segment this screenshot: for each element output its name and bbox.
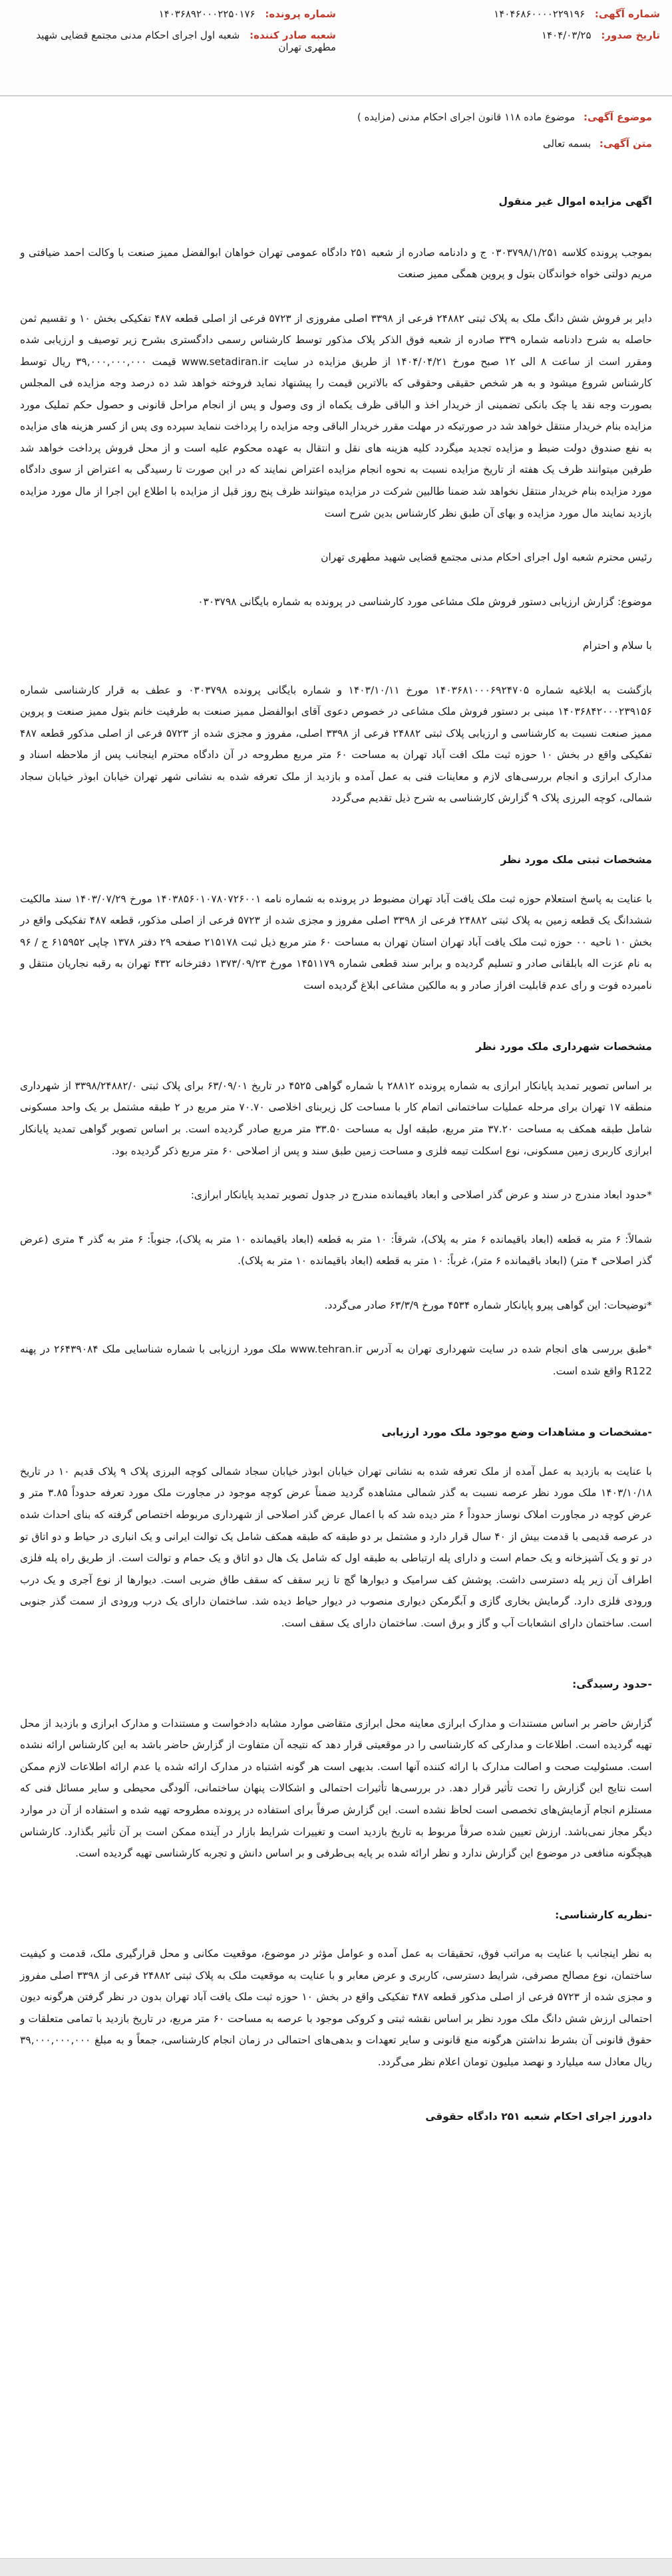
opinion-section-heading: -نظریه کارشناسی: [555, 1908, 652, 1921]
ad-header [0, 0, 672, 96]
issuing-branch-value: شعبه اول اجرای احکام مدنی مجتمع قضایی شهید مطهری تهران [36, 29, 336, 53]
municipality-section-heading: مشخصات شهرداری ملک مورد نظر [476, 1041, 652, 1053]
ad-topic-value: موضوع ماده ۱۱۸ قانون اجرای احکام مدنی (مزایده ) [357, 111, 576, 123]
boundaries-paragraph: شمالاً: ۶ متر به قطعه (ابعاد باقیمانده ۶ متر به پلاک)، شرقاً: ۱۰ متر به قطعه (ابعاد باقیمانده ۱۰ متر به پلاک)، جنوباً: ۶ متر به گذر ۴ متری (عرض گذر اصلاحی ۴ متر) (ابعاد باقیمانده ۶ متر)، غرباً: ۱۰ متر به قطعه (ابعاد باقیمانده ۱۰ متر به پلاک). [20, 1233, 653, 1267]
municipality-paragraph: بر اساس تصویر تمدید پایانکار ابرازی به شماره پرونده ۲۸۸۱۲ با شماره گواهی ۴۵۲۵ در تاریخ ۶۳/۰۹/۰۱ برای پلاک ثبتی ۳۳۹۸/۲۴۸۸۲/۰ از شهرداری منطقه ۱۷ تهران برای مرحله عملیات ساختمانی اتمام کار با مساحت کل زیربنای اخلاصی ۷۰.۷۰ متر مربع در ۲ طبقه مشتمل بر یک واحد مسکونی شامل طبقه همکف به مساحت ۳۷.۲۰ متر مربع، طبقه اول به مساحت ۳۳.۵۰ متر مربع صادر گردیده است. بر اساس تصویر گواهی تمدید پایانکار ابرازی کاربری زمین مسکونی، نوع اسکلت تیمه فلزی و مساحت زمین طبق سند و پس از اصلاحی ۶۰ متر مربع ذکر گردیده بود. [20, 1079, 652, 1157]
case-number-label: شماره پرونده: [265, 8, 336, 20]
registry-section-heading: مشخصات ثبتی ملک مورد نظر [500, 854, 652, 866]
scope-paragraph: گزارش حاضر بر اساس مستندات و مدارک ابرازی معاینه محل ابرازی متقاضی موارد مشابه دادخواست و مستندات و مدارک ابرازی و بازدید از محل تهیه گردیده است. اطلاعات و مدارکی که کارشناسی را در موقعیتی قرار دهد که نتیجه آن متفاوت از گزارش حاضر باشد به این کارشناس ارائه نشده است. مسئولیت صحت و اصالت مدارک با ارائه کننده آنها است. بدیهی است هر گونه اشتباه در مدارک ارائه شده یا عدم ارائه اطلاعات لازم ممکن است نتایج این گزارش را تحت تأثیر قرار دهد. در بررسی‌ها تأثیرات احتمالی و اشکالات پنهان ساختمانی، آلودگی محیطی و سایر مسائل فنی که مستلزم انجام آزمایش‌های تخصصی است لحاظ نشده است. این گزارش صرفاً برای استفاده در پرونده مطروحه تهیه شده و استفاده از آن در موارد دیگر مجاز نمی‌باشد. ارزش تعیین شده صرفاً مربوط به تاریخ بازدید است و تغییرات شرایط بازار در آینده ممکن است بر آن تأثیر بگذارد. کارشناس هیچگونه منافعی در موضوع این گزارش ندارد و نظر ارائه شده بر پایه بی‌طرفی و بر اساس دانش و تجربه کارشناسی تهیه گردیده است. [20, 1717, 652, 1860]
addressee-line: رئیس محترم شعبه اول اجرای احکام مدنی مجتمع قضایی شهید مطهری تهران [321, 551, 652, 564]
observations-paragraph: با عنایت به بازدید به عمل آمده از ملک تعرفه شده به نشانی تهران خیابان ابوذر خیابان سجاد شمالی کوچه البرزی پلاک ۹ پلاک قدیم ۱۰ در تاریخ ۱۴۰۳/۱۰/۱۸ ملک مورد نظر عرصه نسبت به گذر شمالی مشاهده گردید ضمناً عرض کوچه موجود در مجاورت ملک مورد تعرفه حدوداً ۳.۸۵ متر و عرض کوچه در مجاورت املاک نوساز حدوداً ۶ متر دیده شد که با اعمال عرض گذر اصلاحی از شهرداری مربوطه اختصاص گرفته که بنای احداث شده در عرصه قدیمی با قدمت بیش از ۴۰ سال قرار دارد و مشتمل بر دو طبقه که طبقه همکف شامل یک توالت ایرانی و یک انباری در حیاط و دو اتاق تو در تو و یک آشپزخانه و یک حمام است و دارای پله ارتباطی به طبقه اول که شامل یک هال دو اتاق و یک حمام و توالت است. از طریق راه پله فلزی اطراف آن زیر پله دسترسی داشت. پوشش کف سرامیک و دیوارها گچ تا زیر سقف که سقف طاق ضربی است. دیوارها از نوع آجری و یک درب ورودی فلزی دارد. گرمایش بخاری گازی و آبگرمکن دیواری منصوب در دیوار حیاط دیده شد. ساختمان دارای یک درب ورودی از سمت گذر جنوبی است. ساختمان دارای انشعابات آب و گاز و برق است. ساختمان دارای یک سقف است. [20, 1465, 653, 1629]
boundaries-heading: *حدود ابعاد مندرج در سند و عرض گذر اصلاحی و ابعاد باقیمانده مندرج در جدول تصویر تمدید پایانکار ابرازی: [190, 1189, 652, 1202]
ad-number-label: شماره آگهی: [594, 8, 660, 20]
ad-text-row [20, 138, 652, 150]
notes-paragraph: *توضیحات: این گواهی پیرو پایانکار شماره ۴۵۳۴ مورخ ۶۳/۳/۹ صادر می‌گردد. [324, 1299, 652, 1311]
case-number-value: ۱۴۰۳۶۸۹۲۰۰۰۲۲۵۰۱۷۶ [158, 8, 255, 20]
report-intro-paragraph: بازگشت به ابلاغیه شماره ۱۴۰۳۶۸۱۰۰۰۶۹۲۴۷۰۵ مورخ ۱۴۰۳/۱۰/۱۱ و شماره بایگانی پرونده ۰۳۰۳۷۹۸ و عطف به قرار کارشناسی شماره ۱۴۰۳۶۸۴۲۰۰۰۲۳۹۱۵۶ مبنی بر دستور فروش ملک مشاعی در خصوص دعوی آقای ابوالفضل ممیز صنعت به طرفیت خانم بتول ممیز صنعت و پروین ممیز صنعت نسبت به کارشناسی و ارزیابی پلاک ثبتی ۲۴۸۸۲ فرعی از ۳۳۹۸ اصلی، مفروز و مجزی شده از ۵۷۲۳ فرعی از اصلی مذکور قطعه ۴۸۷ تفکیکی واقع در بخش ۱۰ حوزه ثبت ملک افت آباد تهران به مساحت ۶۰ متر مربع مطروحه در آن دادگاه محترم اینجانب پس از ملاحظه اسناد و مدارک ابرازی و انجام بررسی‌های لازم و معاینات فنی به عمل آمده و بازدید از ملک تعرفه شده به نشانی شهر تهران خیابان ابوذر خیابان سجاد شمالی، کوچه البرزی پلاک ۹ گزارش کارشناسی به شرح ذیل تقدیم می‌گردد [20, 684, 653, 805]
issue-date-value: ۱۴۰۴/۰۳/۲۵ [541, 29, 591, 41]
ad-number-row [336, 8, 660, 20]
zoning-paragraph: *طبق بررسی های انجام شده در سایت شهرداری تهران به آدرس www.tehran.ir ملک مورد ارزیابی با شماره شناسایی ملک ۲۶۴۳۹۰۸۴ در پهنه R122 واقع شده است. [20, 1343, 653, 1377]
ad-topic-label: موضوع آگهی: [583, 111, 652, 123]
auction-terms-paragraph: دایر بر فروش شش دانگ ملک به پلاک ثبتی ۲۴۸۸۲ فرعی از ۳۳۹۸ اصلی مفروزی از ۵۷۲۳ فرعی از اصلی قطعه ۴۸۷ تفکیکی بخش ۱۰ و تقسیم ثمن حاصله به شرح دادنامه شماره ۳۳۹ صادره از شعبه فوق الذکر پلاک مذکور توسط کارشناس رسمی دادگستری بشرح زیر توصیف و ارزیابی شده ومقرر است از ساعت ۸ الی ۱۲ صبح مورخ ۱۴۰۴/۰۴/۲۱ از طریق مزایده در سایت www.setadiran.ir قیمت ۳۹,۰۰۰,۰۰۰,۰۰۰ ریال توسط کارشناس شروع میشود و به هر شخص حقیقی وحقوقی که بالاترین قیمت را پیشنهاد نماید فروخته خواهد شد ده درصد وجه مزایده فی المجلس بصورت وجه نقد یا چک بانکی تضمینی از خریدار اخذ و الباقی ظرف یکماه از وی وصول و پس از انجام مراحل قانونی و حصول حکم تملیک مورد مزایده بنام خریدار منتقل خواهد شد در صورتیکه در مهلت مقرر خریدار الباقی وجه مزایده را پرداخت ننماید سپرده وی پس از کسر هزینه های مزایده به نفع صندوق دولت ضبط و مزایده تجدید میگردد کلیه هزینه های نقل و انتقال به عهده محکوم علیه است و از محل فروش پرداخت خواهد شد طرفین میتوانند ظرف یک هفته از تاریخ مزایده نسبت به نحوه انجام مزایده اعتراض نمایند که در این صورت تا رسیدگی به اعتراض از سوی دادگاه مورد مزایده بنام خریدار منتقل نخواهد شد ضمنا طالبین شرکت در مزایده میتوانند ظرف پنج روز قبل از مزایده با اطلاع این اجرا از مال مورد مزایده بازدید نمایند مال مورد مزایده و بهای آن طبق نظر کارشناس بدین شرح است [20, 312, 652, 519]
signature-line: دادورز اجرای احکام شعبه ۲۵۱ دادگاه حقوقی [425, 2111, 652, 2123]
issuing-branch-label: شعبه صادر کننده: [250, 29, 336, 41]
observations-section-heading: -مشخصات و مشاهدات وضع موجود ملک مورد ارزیابی [381, 1426, 652, 1439]
issue-date-row [336, 29, 660, 41]
ad-number-value: ۱۴۰۴۶۸۶۰۰۰۰۲۲۹۱۹۶ [494, 8, 586, 20]
scope-section-heading: -حدود رسیدگی: [572, 1678, 652, 1691]
header-left-column [12, 8, 336, 95]
ad-meta [0, 96, 672, 150]
case-intro-paragraph: بموجب پرونده کلاسه ۰۳۰۳۷۹۸/۱/۲۵۱ ج و دادنامه صادره از شعبه ۲۵۱ دادگاه عمومی تهران خواهان ابوالفضل ممیز صنعت با وکالت احمد ضیافتی و مریم دولتی خواه خواندگان بتول و پروین همگی ممیز صنعت [20, 246, 652, 281]
header-right-column [336, 8, 660, 95]
opinion-paragraph: به نظر اینجانب با عنایت به مراتب فوق، تحقیقات به عمل آمده و عوامل مؤثر در موضوع، موقعیت مکانی و محل قرارگیری ملک، قدمت و کیفیت ساختمان، نوع مصالح مصرفی، شرایط دسترسی، کاربری و عرض معابر و با عنایت به موقعیت ملک به پلاک ثبتی ۲۴۸۸۲ فرعی از ۳۳۹۸ اصلی مفروز و مجزی شده از ۵۷۲۳ فرعی از اصلی مذکور قطعه ۴۸۷ تفکیکی واقع در بخش ۱۰ حوزه ثبت ملک یافت آباد تهران بدون در نظر گرفتن هرگونه دیون احتمالی ارزش شش دانگ ملک مورد نظر بر اساس نقشه ثبتی و کروکی موجود با عرصه به مساحت ۶۰ متر مربع، در تاریخ بازدید با تمامی متعلقات و حقوق قانونی آن بشرط نداشتن هرگونه منع قانونی و سایر تعهدات و بدهی‌های احتمالی در زمان انجام کارشناسی، جمعاً و به مبلغ ۳۹,۰۰۰,۰۰۰,۰۰۰ ریال معادل سه میلیارد و نهصد میلیون تومان اعلام نظر می‌گردد. [20, 1948, 652, 2068]
greeting-line: با سلام و احترام [582, 640, 652, 652]
ad-title: اگهی مزایده اموال غیر منقول [498, 195, 652, 207]
registry-paragraph: با عنایت به پاسخ استعلام حوزه ثبت ملک یافت آباد تهران مضبوط در پرونده به شماره نامه ۱۴۰۳۸۵۶۰۱۰۷۸۰۷۲۶۰۰۱ مورخ ۱۴۰۳/۰۷/۲۹ سند مالکیت ششدانگ یک قطعه زمین به پلاک ثبتی ۲۴۸۸۲ فرعی از ۳۳۹۸ اصلی مفروز و مجزی شده از ۵۷۲۳ فرعی از اصلی مذکور، قطعه ۴۸۷ تفکیکی واقع در بخش ۱۰ ناحیه ۰۰ حوزه ثبت ملک یافت آباد تهران استان تهران به مساحت ۶۰ متر مربع ذیل ثبت ۲۱۵۱۷۸ صفحه ۲۹ دفتر ۱۳۷۸ چاپی ۶۱۵۹۵۲ ج / ۹۶ به نام عزت اله بابلقانی صادر و تسلیم گردیده و برابر سند قطعی شماره ۱۴۵۱۱۷۹ مورخ ۱۳۷۳/۰۹/۲۳ دفترخانه ۴۳۲ تهران به رقبه نجاریان منتقل و نامبرده فوت و رای عدم قابلیت افراز صادر و به مالکین مشاعی ابلاغ گردیده است [20, 892, 653, 991]
ad-topic-row [20, 111, 652, 123]
case-number-row [12, 8, 336, 20]
report-subject-line: موضوع: گزارش ارزیابی دستور فروش ملک مشاعی مورد کارشناسی در پرونده به شماره بایگانی ۰۳۰۳۷۹۸ [198, 595, 652, 608]
issue-date-label: تاریخ صدور: [601, 29, 660, 41]
page-footer-bar [0, 2558, 672, 2576]
ad-body [0, 164, 672, 2128]
issuing-branch-row [12, 29, 336, 53]
ad-text-value: بسمه تعالی [543, 138, 591, 150]
ad-text-label: متن آگهی: [599, 138, 652, 150]
